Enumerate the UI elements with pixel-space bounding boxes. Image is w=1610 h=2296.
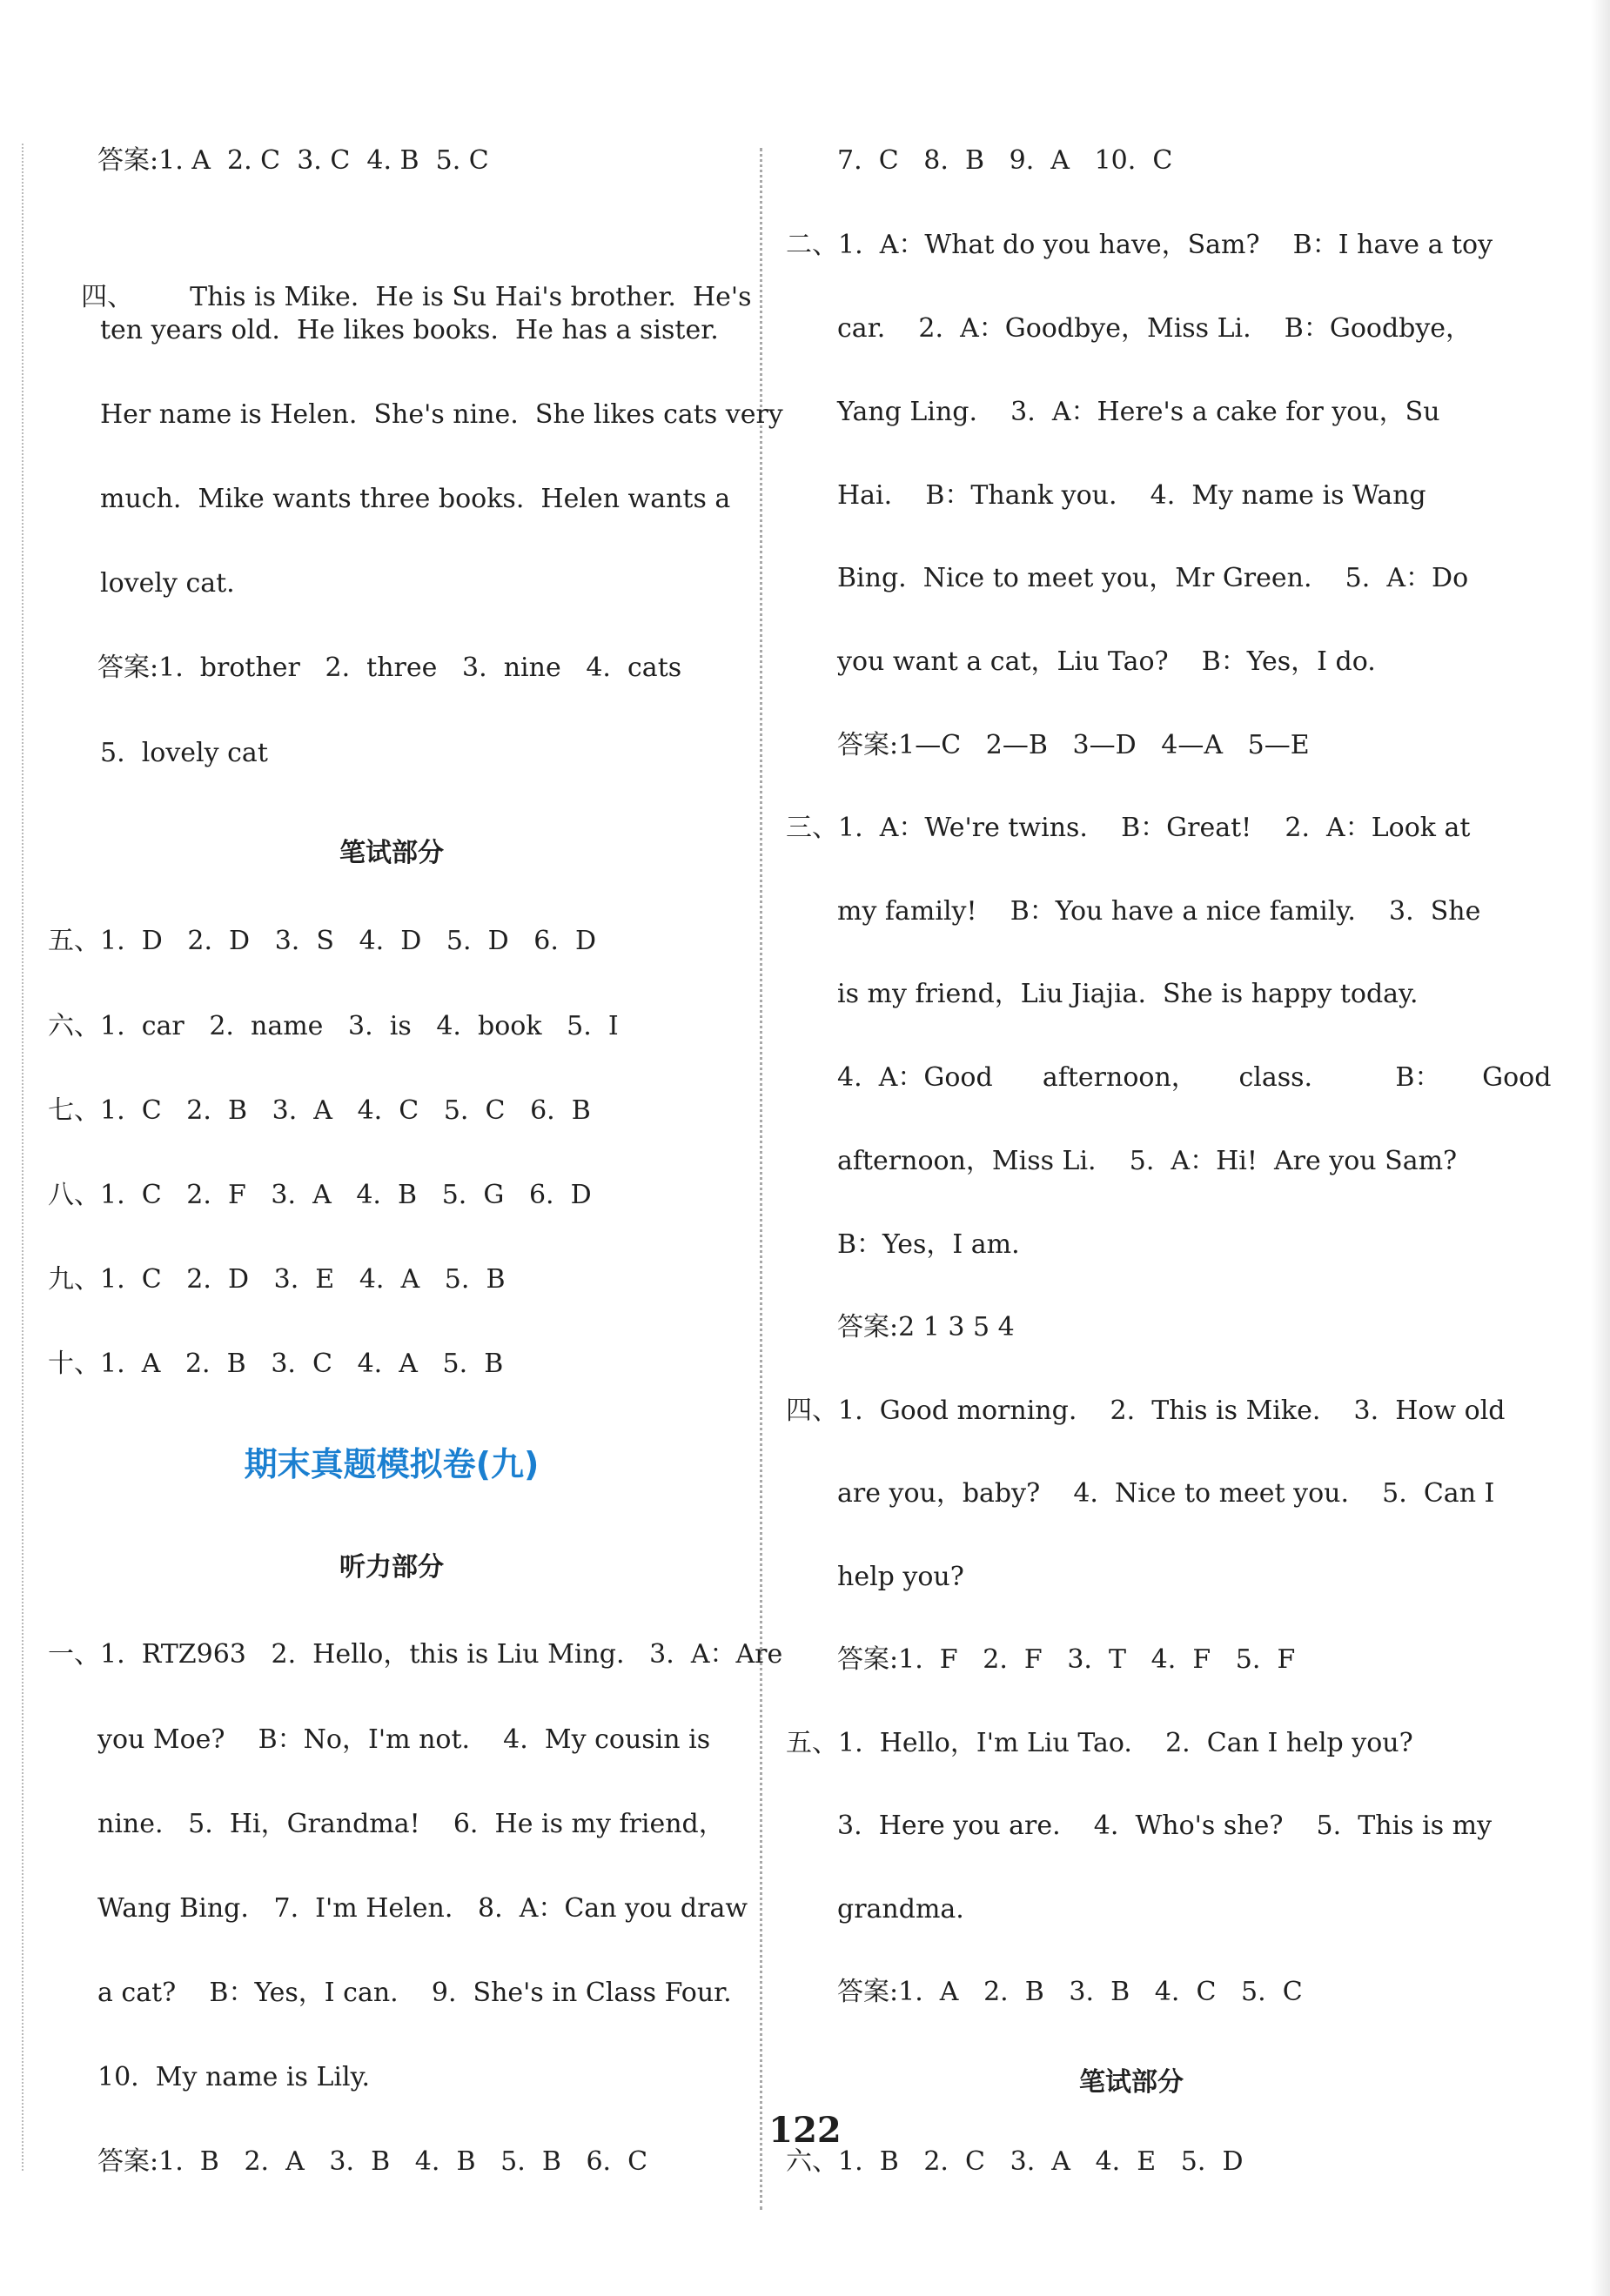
transcript-line: 10. My name is Lily. <box>97 2062 371 2092</box>
transcript-line: 二、1. A：What do you have，Sam? B：I have a toy <box>786 230 1493 260</box>
transcript-line: a cat? B：Yes，I can. 9. She's in Class Four. <box>97 1978 732 2008</box>
transcript-line: 四、1. Good morning. 2. This is Mike. 3. How old <box>786 1396 1506 1426</box>
column-divider <box>760 148 762 2210</box>
answer-line: 五、1. D 2. D 3. S 4. D 5. D 6. D <box>48 926 597 956</box>
transcript-line: 3. Here you are. 4. Who's she? 5. This is my <box>837 1811 1493 1841</box>
transcript-line: Hai. B：Thank you. 4. My name is Wang <box>837 480 1426 511</box>
passage-line: ten years old. He likes books. He has a sister. <box>100 315 719 345</box>
transcript-line: afternoon，Miss Li. 5. A：Hi! Are you Sam? <box>837 1146 1458 1176</box>
page-number: 122 <box>768 2110 842 2151</box>
transcript-line: are you，baby? 4. Nice to meet you. 5. Can I <box>837 1478 1495 1509</box>
transcript-line: 4. A：Good afternoon， class. B： Good <box>837 1062 1552 1093</box>
answer-line: 九、1. C 2. D 3. E 4. A 5. B <box>48 1264 506 1295</box>
passage-line: Her name is Helen. She's nine. She likes cats very <box>100 399 783 430</box>
page-fold-line <box>22 144 23 2171</box>
answer-line: 5. lovely cat <box>100 738 268 768</box>
written-part-heading: 笔试部分 <box>1079 2067 1184 2098</box>
transcript-line: B：Yes，I am. <box>837 1229 1020 1260</box>
passage-line: much. Mike wants three books. Helen wants a <box>100 484 731 514</box>
answer-line: 答案:1. F 2. F 3. T 4. F 5. F <box>837 1644 1296 1675</box>
transcript-line: Bing. Nice to meet you，Mr Green. 5. A：Do <box>837 563 1469 593</box>
answer-line: 答案:1. A 2. B 3. B 4. C 5. C <box>837 1977 1303 2007</box>
transcript-line: 五、1. Hello，I'm Liu Tao. 2. Can I help you? <box>786 1728 1413 1758</box>
answer-line: 答案:1—C 2—B 3—D 4—A 5—E <box>837 730 1310 760</box>
passage-text: This is Mike. He is Su Hai's brother. He's <box>190 282 752 312</box>
transcript-line: you want a cat，Liu Tao? B：Yes，I do. <box>837 646 1376 677</box>
transcript-line: my family! B：You have a nice family. 3. She <box>837 896 1481 927</box>
transcript-line: Wang Bing. 7. I'm Helen. 8. A：Can you draw <box>97 1893 748 1924</box>
exam-section-title: 期末真题模拟卷(九) <box>244 1445 540 1483</box>
written-part-heading: 笔试部分 <box>339 838 444 868</box>
transcript-line: you Moe? B：No，I'm not. 4. My cousin is <box>97 1724 711 1755</box>
section-number: 四、 <box>81 282 134 312</box>
transcript-line: 三、1. A：We're twins. B：Great! 2. A：Look at <box>786 813 1471 843</box>
answer-line: 六、1. B 2. C 3. A 4. E 5. D <box>786 2146 1244 2177</box>
transcript-line: is my friend，Liu Jiajia. She is happy today. <box>837 979 1419 1009</box>
transcript-line: nine. 5. Hi，Grandma! 6. He is my friend， <box>97 1809 725 1839</box>
transcript-line: car. 2. A：Goodbye，Miss Li. B：Goodbye， <box>837 313 1472 344</box>
answer-line: 六、1. car 2. name 3. is 4. book 5. I <box>48 1011 619 1041</box>
answer-line: 答案:1. A 2. C 3. C 4. B 5. C <box>97 145 489 176</box>
listening-part-heading: 听力部分 <box>339 1552 444 1583</box>
answer-line: 答案:2 1 3 5 4 <box>837 1312 1015 1342</box>
answer-line: 答案:1. brother 2. three 3. nine 4. cats <box>97 653 682 683</box>
answer-line: 十、1. A 2. B 3. C 4. A 5. B <box>48 1349 504 1379</box>
page-edge-shadow <box>1591 0 1610 2296</box>
passage-line: lovely cat. <box>100 568 235 599</box>
answer-line: 七、1. C 2. B 3. A 4. C 5. C 6. B <box>48 1095 591 1126</box>
answer-line: 答案:1. B 2. A 3. B 4. B 5. B 6. C <box>97 2146 648 2177</box>
answer-line: 7. C 8. B 9. A 10. C <box>837 145 1173 176</box>
transcript-line: Yang Ling. 3. A：Here's a cake for you，Su <box>837 397 1440 427</box>
answer-line: 八、1. C 2. F 3. A 4. B 5. G 6. D <box>48 1180 592 1210</box>
passage-line <box>48 219 752 312</box>
transcript-line: grandma. <box>837 1894 964 1924</box>
transcript-line: help you? <box>837 1562 964 1592</box>
transcript-line: 一、1. RTZ963 2. Hello，this is Liu Ming. 3. A：Are <box>48 1639 783 1670</box>
